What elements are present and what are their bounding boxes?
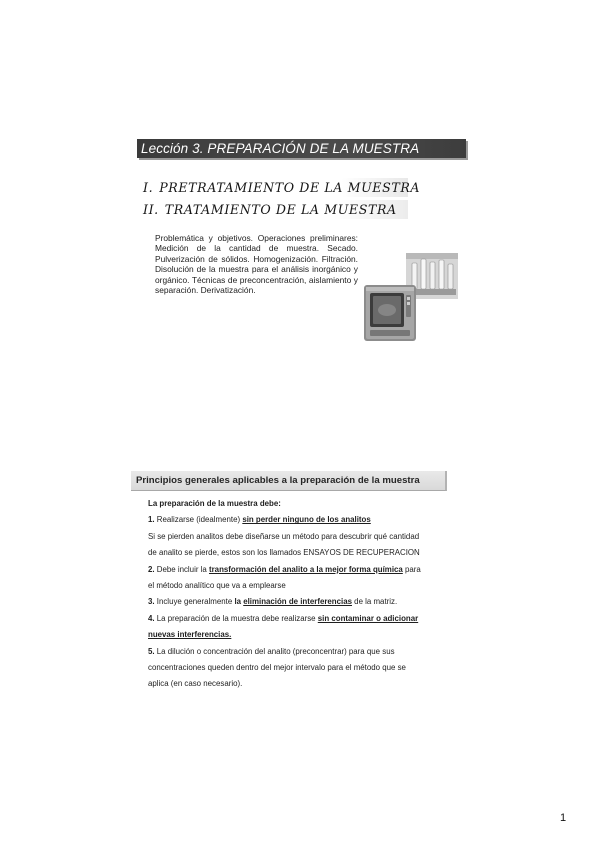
principle-5-line-2: concentraciones queden dentro del mejor intervalo para el método que se [148, 663, 406, 673]
principle-tail: de la matriz. [351, 597, 398, 607]
principle-text: Debe incluir la [154, 564, 209, 574]
principles-title: Principios generales aplicables a la preparación de la muestra [131, 471, 447, 491]
principle-number: 2. [148, 564, 155, 574]
principle-tail: para [402, 564, 421, 574]
principles-lead: La preparación de la muestra debe: [148, 499, 281, 508]
lesson-title: Lección 3. PREPARACIÓN DE LA MUESTRA [137, 139, 466, 158]
principle-1 [148, 512, 468, 528]
page-number: 1 [560, 812, 567, 824]
principle-text: La preparación de la muestra debe realizarse [154, 613, 318, 623]
principle-emphasis-prefix: la [234, 597, 244, 607]
principle-3 [148, 594, 468, 610]
principle-emphasis: sin contaminar o adicionar [317, 613, 419, 623]
principles-list [148, 496, 468, 693]
section-heading-pretratamiento [143, 178, 421, 197]
principle-emphasis: eliminación de interferencias [243, 597, 352, 607]
principle-emphasis: transformación del analito a la mejor forma química [208, 564, 403, 574]
lab-equipment-image [362, 253, 458, 343]
section-heading-tratamiento [143, 200, 408, 219]
principle-2 [148, 562, 468, 578]
principle-number: 4. [148, 613, 155, 623]
intro-paragraph: Problemática y objetivos. Operaciones preliminares: Medición de la cantidad de muestra. Secado. Pulverización de sólidos. Homogenización. Filtración. Disolución de la muestra para el análisis inorgánico y orgánico. Técnicas de preconcentración, aislamiento y separación. Derivatización. [155, 233, 358, 296]
section-title: TRATAMIENTO DE LA MUESTRA [164, 202, 397, 217]
principle-number: 1. [148, 515, 155, 525]
principle-1-line-2: Si se pierden analitos debe diseñarse un método para descubrir qué cantidad [148, 531, 420, 541]
principle-1-line-3: de analito se pierde, estos son los llamados ENSAYOS DE RECUPERACION [148, 548, 420, 558]
principle-5 [148, 644, 468, 660]
section-title: PRETRATAMIENTO DE LA MUESTRA [159, 180, 421, 195]
principle-text: Incluye generalmente [154, 597, 235, 607]
principle-4 [148, 611, 468, 627]
principle-number: 5. [148, 646, 155, 656]
principle-4-line-2: nuevas interferencias. [148, 630, 232, 640]
principle-5-line-3: aplica (en caso necesario). [148, 679, 243, 689]
principle-number: 3. [148, 597, 155, 607]
principle-emphasis: sin perder ninguno de los analitos [242, 515, 371, 525]
section-numeral: I. [143, 180, 154, 195]
section-numeral: II. [143, 202, 159, 217]
principle-text: La dilución o concentración del analito (preconcentrar) para que sus [154, 646, 395, 656]
principle-2-line-2: el método analítico que va a emplearse [148, 581, 286, 591]
principle-text: Realizarse (idealmente) [154, 515, 243, 525]
